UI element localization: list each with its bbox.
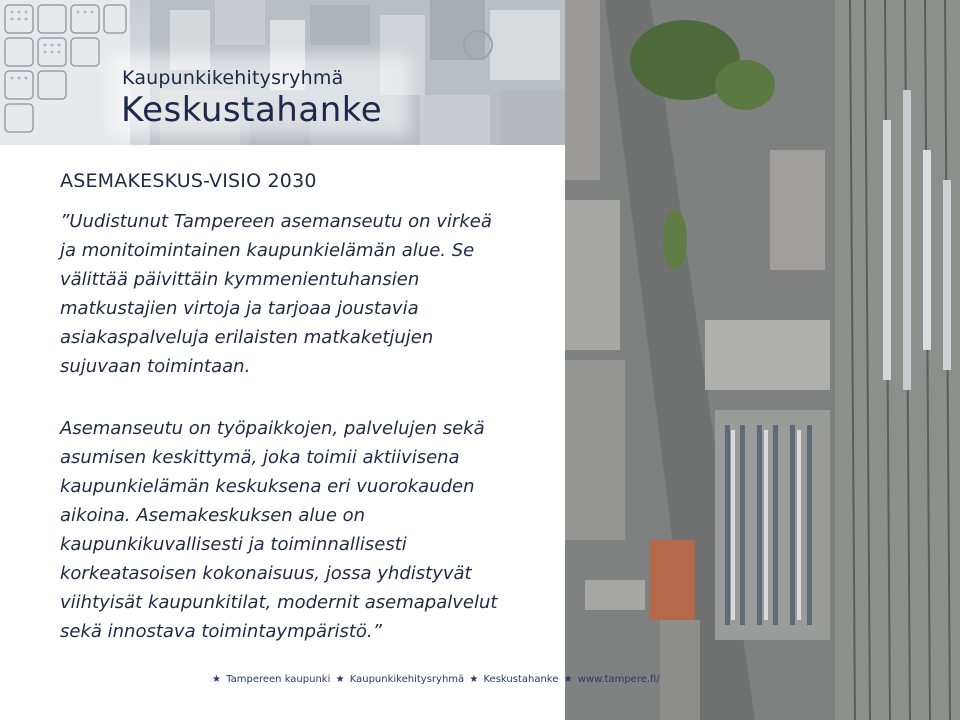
group-name: Kaupunkikehitysryhmä: [122, 67, 344, 89]
aerial-photo: [565, 0, 960, 720]
star-icon: ★: [335, 674, 345, 685]
footer-item: Keskustahanke: [483, 674, 559, 685]
footer-item: Tampereen kaupunki: [226, 674, 331, 685]
vision-title: ASEMAKESKUS-VISIO 2030: [60, 170, 317, 192]
star-icon: ★: [212, 674, 221, 685]
header-banner: [0, 0, 565, 145]
footer-credits: [210, 674, 660, 685]
aerial-photo-illustration: [565, 0, 960, 720]
project-name: Keskustahanke: [121, 90, 383, 130]
vision-content: [60, 170, 560, 646]
footer-link[interactable]: www.tampere.fi/: [577, 674, 660, 685]
star-icon: ★: [469, 674, 479, 685]
vision-paragraph-1: ”Uudistunut Tampereen asemanseutu on virkeä ja monitoimintainen kaupunkielämän alue. Se välittää päivittäin kymmenientuhansien matkustajien virtoja ja tarjoaa joustavia asiakaspalveluja erilaisten matkaketjujen sujuvaan toimintaan.: [60, 211, 492, 377]
star-icon: ★: [563, 674, 573, 685]
footer-item: Kaupunkikehitysryhmä: [349, 674, 465, 685]
vision-paragraph-2: Asemanseutu on työpaikkojen, palvelujen sekä asumisen keskittymä, joka toimii aktiivisena kaupunkielämän keskuksena eri vuorokauden aikoina. Asemakeskuksen alue on kaupunkikuvallisesti ja toiminnallisesti korkeatasoisen kokonaisuus, jossa yhdistyvät viihtyisät kaupunkitilat, modernit asemapalvelut sekä innostava toimintaympäristö.”: [60, 418, 498, 642]
